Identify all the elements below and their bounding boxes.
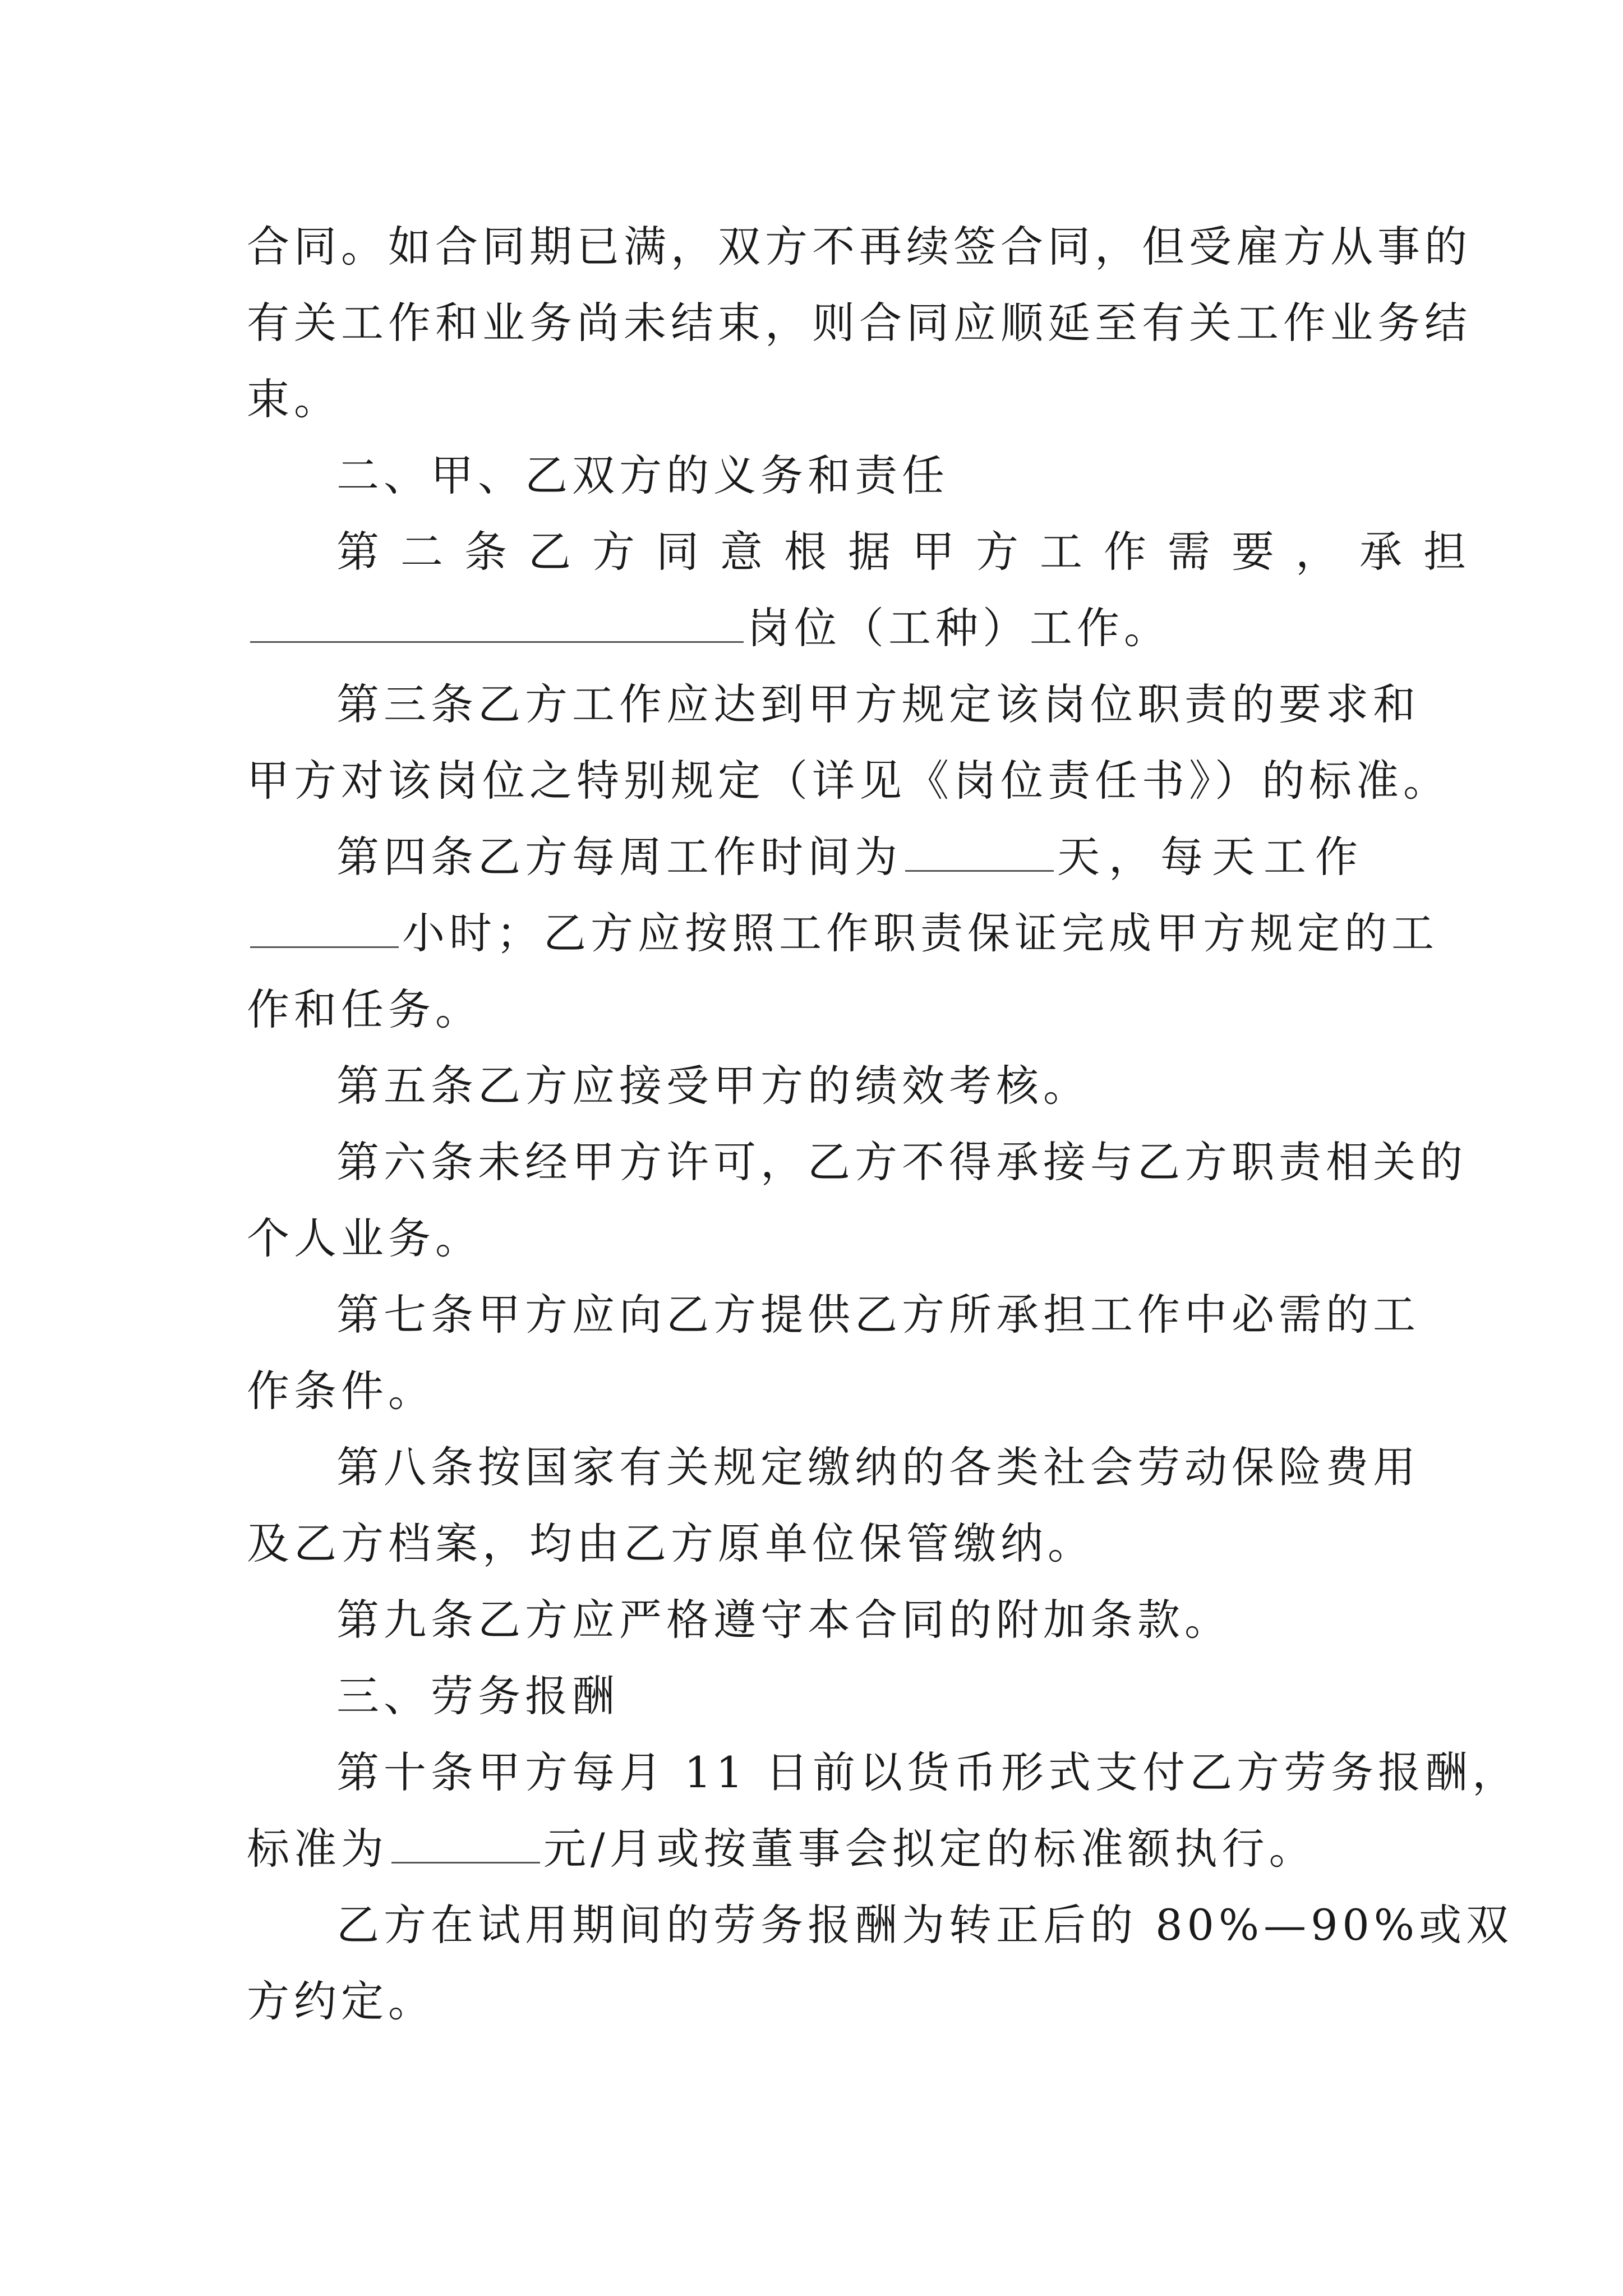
article-2-line-1 <box>247 514 1487 590</box>
paragraph-line: 第六条未经甲方许可，乙方不得承接与乙方职责相关的 <box>336 1137 1467 1187</box>
article-4-line-2 <box>247 895 1438 972</box>
paragraph-line: 方约定。 <box>247 1976 435 2026</box>
paragraph-line: 合同。如合同期已满，双方不再续签合同，但受雇方从事的 <box>247 222 1472 272</box>
paragraph-line: 乙方在试用期间的劳务报酬为转正后的 80%—90%或双 <box>336 1900 1514 1950</box>
paragraph-line: 有关工作和业务尚未结束，则合同应顺延至有关工作业务结 <box>247 298 1472 348</box>
article-4-text-c: 小时；乙方应按照工作职责保证完成甲方规定的工 <box>402 908 1438 958</box>
paragraph-line: 个人业务。 <box>247 1213 482 1263</box>
article-2-text: 第二条乙方同意根据甲方工作需要，承担 <box>336 527 1487 577</box>
paragraph-line: 第九条乙方应严格遵守本合同的附加条款。 <box>336 1595 1232 1645</box>
article-4-text-b: 天，每天工作 <box>1057 832 1367 882</box>
section-heading-3: 三、劳务报酬 <box>336 1671 619 1721</box>
article-10-text-b: 元/月或按董事会拟定的标准额执行。 <box>543 1824 1316 1874</box>
days-blank <box>905 826 1054 872</box>
article-4-line-1 <box>247 819 1380 895</box>
article-2-tail: 岗位（工种）工作。 <box>747 603 1171 653</box>
article-10-text-a: 标准为 <box>247 1824 388 1874</box>
article-10-line-2 <box>247 1811 1380 1887</box>
paragraph-line: 及乙方档案，均由乙方原单位保管缴纳。 <box>247 1519 1095 1568</box>
section-heading-2: 二、甲、乙双方的义务和责任 <box>336 450 949 500</box>
article-4-text-a: 第四条乙方每周工作时间为 <box>336 832 902 882</box>
position-blank <box>250 597 744 643</box>
document-body <box>247 209 1520 2040</box>
paragraph-line: 第三条乙方工作应达到甲方规定该岗位职责的要求和 <box>336 679 1420 729</box>
paragraph-line: 第八条按国家有关规定缴纳的各类社会劳动保险费用 <box>336 1442 1420 1492</box>
salary-blank <box>391 1818 540 1864</box>
article-2-line-2 <box>247 590 1380 666</box>
paragraph-line: 第五条乙方应接受甲方的绩效考核。 <box>336 1061 1090 1111</box>
hours-blank <box>250 903 399 948</box>
paragraph-line: 作和任务。 <box>247 984 482 1034</box>
paragraph-line: 第十条甲方每月 11 日前以货币形式支付乙方劳务报酬， <box>336 1747 1520 1797</box>
paragraph-line: 束。 <box>247 374 341 424</box>
paragraph-line: 第七条甲方应向乙方提供乙方所承担工作中必需的工 <box>336 1290 1420 1340</box>
paragraph-line: 作条件。 <box>247 1366 435 1416</box>
paragraph-line: 甲方对该岗位之特别规定（详见《岗位责任书》）的标准。 <box>247 756 1450 806</box>
